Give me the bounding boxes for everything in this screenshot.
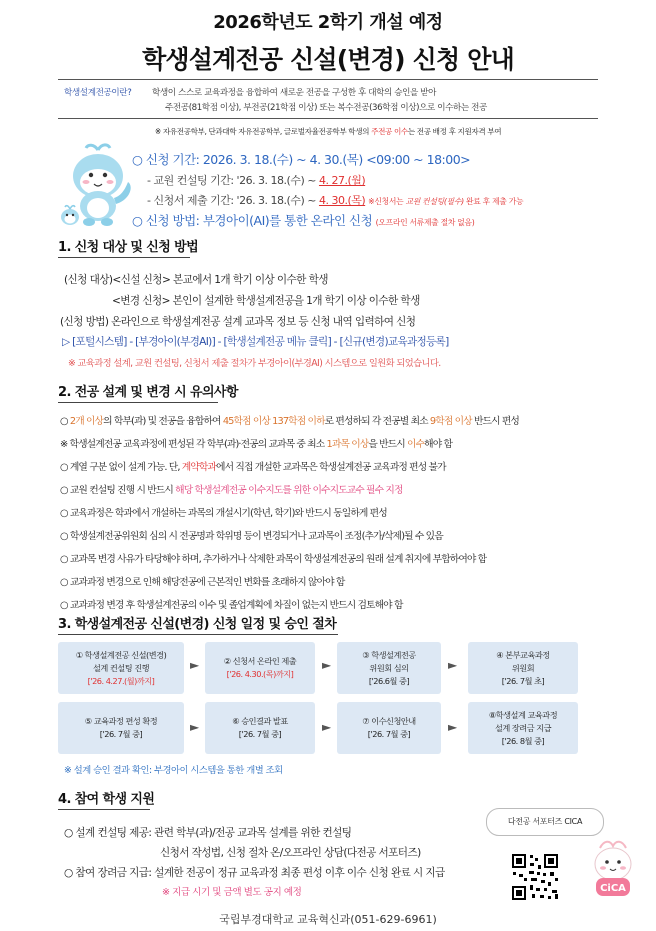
arrow-right-icon: ►	[190, 658, 200, 672]
step-4-box	[468, 642, 578, 694]
note-1-credit-range: 45학점 이상 137학점 이하	[222, 416, 325, 427]
step-6-box	[205, 702, 315, 754]
arrow-right-icon: ►	[190, 720, 200, 734]
step-1-line-1: ① 학생설계전공 신설(변경)	[75, 649, 167, 660]
step-2-line-1: ② 신청서 온라인 제출	[223, 656, 297, 666]
step-7-box	[337, 702, 441, 754]
target-new: (신청 대상)<신설 신청> 본교에서 1개 학기 이상 이수한 학생	[64, 274, 328, 286]
step-1-box	[58, 642, 184, 694]
step-8-box	[468, 702, 578, 754]
supertitle: 2026학년도 2학기 개설 예정	[213, 12, 443, 33]
step-3-line-2: 위원회 심의	[369, 662, 409, 673]
note-2-min-course: 1과목 이상	[326, 439, 369, 450]
page-title: 학생설계전공 신설(변경) 신청 안내	[142, 45, 514, 74]
cica-text: CiCA	[600, 883, 626, 894]
step-7-line-1: ⑦ 이수신청안내	[362, 716, 416, 726]
step-2-deadline: ['26. 4.30.(목)까지]	[226, 669, 294, 679]
step-2-box	[205, 642, 315, 694]
divider-definition	[58, 118, 598, 119]
submit-period-label: - 신청서 제출 기간: '26. 3. 18.(수) ~	[147, 194, 316, 207]
note-1-text: 로 편성하되 각 전공별 최소	[324, 416, 430, 427]
step-3-date: ['26.6월 중]	[368, 675, 410, 686]
step-8-line-2: 설계 장려금 지급	[494, 722, 552, 733]
note-3-text: 에서 직접 개설한 교과목은 학생설계전공 교육과정 편성 불가	[216, 462, 446, 473]
step-8-date: ['26. 8월 중]	[501, 735, 545, 746]
note-item-9: ○ 교과과정 변경 후 학생설계전공의 이수 및 졸업계획에 차질이 없는지 반드시 검토해야 함	[60, 600, 403, 611]
qr-code-icon[interactable]	[510, 852, 560, 902]
consult-period	[147, 172, 365, 188]
supporters-badge: 다전공 서포터즈 CICA	[486, 808, 604, 836]
eligibility-note-suffix: 는 전공 배정 후 지원자격 부여	[407, 127, 502, 136]
apply-method	[132, 211, 474, 229]
arrow-right-icon: ►	[322, 720, 332, 734]
step-3-line-1: ③ 학생설계전공	[362, 649, 416, 660]
note-1-text: 의 학부(과) 및 전공을 융합하여	[103, 416, 223, 427]
consult-support: ○ 설계 컨설팅 제공: 관련 학부(과)/전공 교과목 설계를 위한 컨설팅	[64, 827, 352, 839]
step-4-line-1: ④ 본부교육과정	[496, 649, 550, 660]
submit-note-suffix: 완료 후 제출 가능	[466, 197, 524, 206]
note-2-completion: 이수	[407, 439, 425, 450]
consult-period-label: - 교원 컨설팅 기간: '26. 3. 18.(수) ~	[147, 174, 316, 187]
section-4-title-text: 4. 참여 학생 지원	[58, 792, 155, 807]
note-2-text: ※ 학생설계전공 교육과정에 편성된 각 학부(과)·전공의 교과목 중 최소	[60, 439, 327, 450]
section-3-title	[58, 613, 338, 635]
step-5-line-1: ⑤ 교육과정 편성 확정	[84, 716, 158, 726]
approval-note: ※ 설계 승인 결과 확인: 부경아이 시스템을 통한 개별 조회	[64, 765, 283, 776]
step-3-box	[337, 642, 441, 694]
submit-note-prefix: ※신청서는	[368, 197, 404, 206]
eligibility-note	[0, 126, 656, 137]
note-item-7: ○ 교과목 변경 사유가 타당해야 하며, 추가하거나 삭제한 과목이 학생설계전공의 원래 설계 취지에 부합하여야 함	[60, 554, 487, 565]
arrow-right-icon: ►	[322, 658, 332, 672]
cica-mascot-icon	[584, 838, 642, 902]
step-1-line-2: 설계 컨설팅 진행	[92, 662, 150, 673]
step-4-date: ['26. 7월 초]	[501, 675, 545, 686]
note-1-min-credit: 9학점 이상	[429, 416, 472, 427]
definition-line-2: 주전공(81학점 이상), 부전공(21학점 이상) 또는 복수전공(36학점 이상)으로 이수하는 전공	[165, 103, 487, 113]
whale-mascot-icon	[58, 142, 140, 234]
eligibility-note-prefix: ※ 자유전공학부, 단과대학 자유전공학부, 글로벌자율전공학부 학생의	[154, 127, 370, 136]
section-1-title-text: 1. 신청 대상 및 신청 방법	[58, 240, 199, 255]
step-5-box	[58, 702, 184, 754]
apply-method-detail: (신청 방법) 온라인으로 학생설계전공 설계 교과목 정보 등 신청 내역 입력하여 신청	[60, 316, 416, 328]
step-5-date: ['26. 7월 중]	[99, 729, 143, 739]
grant-support: ○ 참여 장려금 지급: 설계한 전공이 정규 교육과정 최종 편성 이후 이수 신청 완료 시 지급	[64, 867, 445, 879]
system-note: ※ 교육과정 설계, 교원 컨설팅, 신청서 제출 절차가 부경아이(부경AI) 시스템으로 일원화 되었습니다.	[68, 358, 441, 369]
step-8-line-1: ⑧학생설계 교육과정	[488, 709, 558, 720]
apply-method-text: ○ 신청 방법: 부경아이(AI)를 통한 온라인 신청	[132, 213, 373, 228]
consult-deadline: 4. 27.(월)	[318, 174, 366, 187]
apply-period: ○ 신청 기간: 2026. 3. 18.(수) ~ 4. 30.(목) <09:00 ~ 18:00>	[132, 152, 471, 167]
section-3-title-text: 3. 학생설계전공 신설(변경) 신청 일정 및 승인 절차	[58, 617, 337, 632]
section-4-title	[58, 788, 155, 810]
step-1-deadline: ['26. 4.27.(월)까지]	[87, 675, 155, 686]
submit-period	[147, 192, 523, 208]
note-3-contract-dept: 계약학과	[181, 462, 217, 473]
note-2-text: 을 반드시	[368, 439, 408, 450]
submit-note-emphasis: 교원 컨설팅(필수)	[405, 197, 464, 206]
note-4-text: ○ 교원 컨설팅 진행 시 반드시	[60, 485, 176, 496]
consult-support-detail: 신청서 작성법, 신청 절차 온/오프라인 상담(다전공 서포터즈)	[160, 847, 421, 859]
step-4-line-2: 위원회	[511, 662, 535, 673]
section-1-title	[58, 236, 199, 258]
note-1-major-count: 2개 이상	[69, 416, 104, 427]
section-2-title-text: 2. 전공 설계 및 변경 시 유의사항	[58, 385, 238, 400]
step-6-line-1: ⑥ 승인결과 발표	[232, 716, 288, 726]
portal-path: ▷ [포털시스템] - [부경아이(부경AI)] - [학생설계전공 메뉴 클릭] - [신규(변경)교육과정등록]	[62, 336, 449, 348]
note-item-4	[60, 482, 403, 496]
step-6-date: ['26. 7월 중]	[238, 729, 282, 739]
definition-line-1: 학생이 스스로 교육과정을 융합하여 새로운 전공을 구성한 후 대학의 승인을 받아	[152, 88, 437, 98]
note-4-advisor: 해당 학생설계전공 이수지도를 위한 이수지도교수 필수 지정	[175, 485, 403, 496]
note-item-2	[60, 436, 452, 450]
note-1-text: ○	[60, 416, 70, 427]
eligibility-note-highlight: 주전공 이수	[371, 127, 408, 136]
divider-top	[58, 79, 598, 80]
note-3-text: ○ 계열 구분 없이 설계 가능. 단,	[60, 462, 182, 473]
submit-deadline: 4. 30.(목)	[318, 194, 366, 207]
note-2-text: 해야 함	[424, 439, 453, 450]
target-change: <변경 신청> 본인이 설계한 학생설계전공을 1개 학기 이상 이수한 학생	[112, 295, 420, 307]
submit-note	[368, 197, 523, 206]
arrow-right-icon: ►	[448, 658, 458, 672]
definition-label: 학생설계전공이란?	[64, 88, 132, 98]
apply-method-note: (오프라인 서류제출 절차 없음)	[375, 218, 475, 227]
grant-note: ※ 지급 시기 및 금액 별도 공지 예정	[162, 887, 302, 898]
note-item-5: ○ 교육과정은 학과에서 개설하는 과목의 개설시기(학년, 학기)와 반드시 동일하게 편성	[60, 508, 387, 519]
note-item-1	[60, 413, 519, 427]
step-7-date: ['26. 7월 중]	[367, 729, 411, 739]
note-item-3	[60, 459, 446, 473]
note-item-6: ○ 학생설계전공위원회 심의 시 전공명과 학위명 등이 변경되거나 교과목이 조정(추가/삭제)될 수 있음	[60, 531, 443, 542]
section-2-title	[58, 381, 238, 403]
note-item-8: ○ 교과과정 변경으로 인해 해당전공에 근본적인 변화를 초래하지 않아야 함	[60, 577, 345, 588]
arrow-right-icon: ►	[448, 720, 458, 734]
note-1-text: 반드시 편성	[471, 416, 519, 427]
footer-contact: 국립부경대학교 교육혁신과(051-629-6961)	[219, 913, 437, 926]
